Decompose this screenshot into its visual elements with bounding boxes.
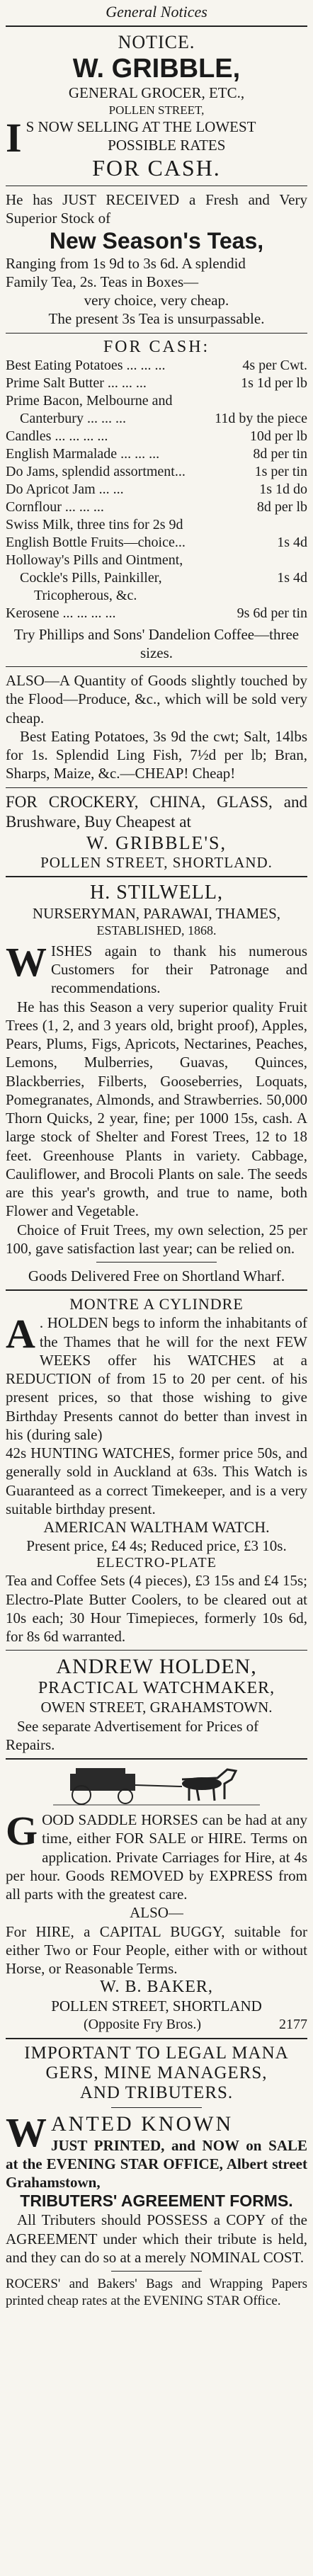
- ad-reference: 2177: [279, 2016, 307, 2032]
- drop-cap: A: [6, 1313, 35, 1357]
- drop-cap: I: [6, 117, 22, 156]
- price-row: [6, 498, 307, 516]
- tributers-advert: [6, 2044, 307, 2310]
- opposite-row: [6, 2016, 307, 2034]
- price-row: [6, 552, 307, 569]
- gribble-advert: [6, 31, 307, 872]
- drop-cap: W: [6, 941, 47, 985]
- also-line: ALSO—: [130, 1904, 183, 1922]
- price-item: Do Apricot Jam ... ...: [6, 481, 124, 497]
- price-row: [6, 569, 307, 587]
- intro-block: [6, 1313, 307, 1444]
- wanted-heading: ANTED KNOWN: [51, 2111, 234, 2136]
- divider: [111, 2107, 202, 2108]
- price-row: [6, 534, 307, 552]
- price-value: 1s 1d do: [259, 481, 307, 497]
- established-line: ESTABLISHED, 1868.: [96, 923, 217, 938]
- price-item: Canterbury ... ... ...: [20, 410, 126, 426]
- holden-advert: [6, 1295, 307, 1754]
- address-line: OWEN STREET, GRAHAMSTOWN.: [40, 1699, 273, 1716]
- price-value: 10d per lb: [249, 428, 307, 444]
- advertiser-name: W. B. BAKER,: [100, 1978, 213, 1997]
- dandelion-text: Try Phillips and Sons' Dandelion Coffee—three sizes.: [13, 625, 300, 661]
- baker-body: OOD SADDLE HORSES can be had at any time, either FOR SALE or HIRE. Terms on application. Private Carriages for Hire, at 4s per hour. Goods REMOVED by EXPRESS from all parts with the greatest care.: [6, 1811, 307, 1903]
- advertiser-name: H. STILWELL,: [90, 882, 223, 904]
- teas-text: The present 3s Tea is unsurpassable.: [48, 310, 265, 328]
- street-line: POLLEN STREET,: [108, 103, 205, 117]
- plate-text: Tea and Coffee Sets (4 pieces), £3 15s and £4 15s; Electro-Plate Butter Coolers, to be cleared out at 10s each; 30 Hour Timepieces, formerly 10s 6d, for 8s 6d warranted.: [6, 1572, 307, 1646]
- crockery-text: FOR CROCKERY, CHINA, GLASS, and Brushware, Buy Cheapest at: [6, 792, 307, 831]
- holden-body: . HOLDEN begs to inform the inhabitants of the Thames that he will for the next FEW WEEKS offer his WATCHES at a REDUCTION of from 15 to 20 per cent. of his present prices, so that those wishing to give Birthday Presents cannot do better than invest in his (during sale): [6, 1314, 307, 1443]
- received-text: He has JUST RECEIVED a Fresh and Very Superior Stock of: [6, 191, 307, 227]
- for-cash-heading-2: FOR CASH:: [103, 337, 210, 356]
- drop-cap: G: [6, 1811, 38, 1854]
- intro-block: [6, 942, 307, 998]
- holden-body: 42s HUNTING WATCHES, former price 50s, and generally sold in Auckland at 63s. This Watch is Guaranteed as a correct Timekeeper, and is a very suitable birthday present.: [6, 1444, 307, 1517]
- new-teas-heading: New Season's Teas,: [49, 227, 264, 253]
- trade-line: GENERAL GROCER, ETC.,: [68, 84, 245, 102]
- teas-text: Family Tea, 2s. Teas in Boxes—: [6, 273, 199, 290]
- price-item: Tricopherous, &c.: [34, 587, 137, 603]
- holden-title: MONTRE A CYLINDRE: [69, 1295, 244, 1313]
- price-item: Holloway's Pills and Ointment,: [6, 552, 183, 568]
- price-value: 9s 6d per tin: [237, 605, 307, 621]
- divider: [6, 666, 307, 667]
- divider: [6, 1650, 307, 1651]
- forms-title: TRIBUTERS' AGREEMENT FORMS.: [20, 2192, 293, 2211]
- horse-carriage-illustration: [6, 1764, 307, 1808]
- teas-text: Ranging from 1s 9d to 3s 6d. A splendid: [6, 254, 246, 272]
- best-text: Best Eating Potatoes, 3s 9d the cwt; Salt, 14lbs for 1s. Splendid Ling Fish, 7½d per lb; Bran, Sharps, Maize, &c.—CHEAP! Cheap!: [6, 727, 307, 782]
- intro-line: POSSIBLE RATES: [108, 137, 226, 154]
- price-list: [6, 357, 307, 622]
- advertiser-name: ANDREW HOLDEN,: [56, 1655, 257, 1679]
- price-line: Present price, £4 4s; Reduced price, £3 10s.: [26, 1537, 287, 1555]
- price-item: Best Eating Potatoes ... ... ...: [6, 357, 166, 373]
- price-row: [6, 587, 307, 605]
- price-item: English Marmalade ... ... ...: [6, 445, 160, 462]
- price-row: [6, 605, 307, 622]
- stilwell-advert: [6, 882, 307, 1285]
- price-row: [6, 428, 307, 445]
- notice-heading: NOTICE.: [118, 32, 195, 52]
- price-item: English Bottle Fruits—choice...: [6, 534, 186, 550]
- gribble-address: POLLEN STREET, SHORTLAND.: [40, 854, 273, 872]
- price-item: Do Jams, splendid assortment...: [6, 463, 186, 479]
- divider: [111, 2271, 202, 2272]
- baker-body: For HIRE, a CAPITAL BUGGY, suitable for either Two or Four People, either with or without Horse, or Reasonable Terms.: [6, 1922, 307, 1978]
- advertiser-name: W. GRIBBLE,: [72, 53, 241, 84]
- intro-block: [6, 118, 307, 155]
- also-text: ALSO—A Quantity of Goods slightly touched by the Flood—Produce, &c., which will be sold very cheap.: [6, 672, 307, 726]
- price-item: Cornflour ... ... ...: [6, 498, 104, 515]
- address-line: POLLEN STREET, SHORTLAND: [51, 1997, 262, 2015]
- tributers-heading: GERS, MINE MANAGERS,: [45, 2063, 268, 2082]
- price-value: 1s 1d per lb: [241, 375, 307, 391]
- horse-carriage-icon: [50, 1764, 263, 1808]
- grocers-text: ROCERS' and Bakers' Bags and Wrapping Papers printed cheap rates at the EVENING STAR Office.: [6, 2276, 307, 2308]
- price-value: 8d per tin: [253, 445, 307, 462]
- price-item: Cockle's Pills, Painkiller,: [20, 569, 162, 586]
- divider: [6, 1758, 307, 1760]
- divider: [6, 2038, 307, 2039]
- price-item: Kerosene ... ... ... ...: [6, 605, 116, 621]
- price-row: [6, 481, 307, 498]
- delivered-text: Goods Delivered Free on Shortland Wharf.: [28, 1267, 285, 1285]
- price-item: Prime Salt Butter ... ... ...: [6, 375, 147, 391]
- tributers-heading: IMPORTANT TO LEGAL MANA: [24, 2043, 289, 2063]
- divider: [6, 1289, 307, 1291]
- intro-block: [6, 2112, 307, 2192]
- see-text: See separate Advertisement for Prices of Repairs.: [6, 1717, 259, 1753]
- price-value: 1s per tin: [254, 463, 307, 479]
- price-item: Swiss Milk, three tins for 2s 9d: [6, 516, 183, 532]
- intro-block: [6, 1811, 307, 1903]
- price-item: Prime Bacon, Melbourne and: [6, 392, 173, 409]
- price-value: 1s 4d: [277, 534, 307, 550]
- price-row: [6, 445, 307, 463]
- opposite-text: (Opposite Fry Bros.): [83, 2016, 202, 2032]
- stilwell-body: He has this Season a very superior quality Fruit Trees (1, 2, and 3 years old, bright proof), Apples, Pears, Plums, Figs, Apricots, Nectarines, Peaches, Lemons, Mulberries, Guavas, Quinces, Blackberries, Filberts, Gooseberries, Loquats, Pomegranates, Almonds, and Strawberries. 50,000 Thorn Quicks, 2 year, fine; per 1000 15s, cash. A large stock of Shelter and Forest Trees, 12 to 18 feet. Greenhouse Plants in variety. Cabbage, Cauliflower, and Brocoli Plants on sale. The seeds are this year's growth, and true to name, both Flower and Vegetable.: [6, 998, 307, 1220]
- price-row: [6, 463, 307, 481]
- teas-text: very choice, very cheap.: [84, 292, 229, 309]
- price-value: 8d per lb: [256, 498, 307, 515]
- plate-heading: ELECTRO-PLATE: [96, 1555, 217, 1571]
- trade-line: PRACTICAL WATCHMAKER,: [38, 1679, 275, 1698]
- price-row: [6, 375, 307, 392]
- intro-line: S NOW SELLING AT THE LOWEST: [25, 118, 256, 135]
- american-heading: AMERICAN WALTHAM WATCH.: [43, 1518, 270, 1537]
- business-line: NURSERYMAN, PARAWAI, THAMES,: [32, 905, 281, 923]
- divider: [6, 333, 307, 334]
- drop-cap: W: [6, 2111, 47, 2155]
- price-value: 1s 4d: [277, 569, 307, 586]
- price-row: [6, 410, 307, 428]
- price-row: [6, 357, 307, 375]
- stilwell-intro: ISHES again to thank his numerous Customers for their Patronage and recommendations.: [51, 942, 307, 997]
- divider: [6, 787, 307, 788]
- gribble-signature: W. GRIBBLE'S,: [86, 833, 227, 854]
- baker-advert: [6, 1764, 307, 2034]
- divider: [96, 1262, 217, 1263]
- tributers-heading: AND TRIBUTERS.: [79, 2082, 234, 2102]
- for-cash-heading: FOR CASH.: [92, 155, 221, 181]
- printed-text: JUST PRINTED, and NOW on SALE at the EVENING STAR OFFICE, Albert street Grahamstown,: [6, 2136, 307, 2192]
- divider: [6, 876, 307, 877]
- price-row: [6, 516, 307, 534]
- price-item: Candles ... ... ... ...: [6, 428, 108, 444]
- forms-text: All Tributers should POSSESS a COPY of the AGREEMENT under which their tribute is held, and they can do so at a merely NOMINAL COST.: [6, 2211, 307, 2266]
- stilwell-body: Choice of Fruit Trees, my own selection, 25 per 100, gave satisfaction last year; can be relied on.: [6, 1221, 307, 1257]
- price-value: 4s per Cwt.: [242, 357, 307, 373]
- page-header: General Notices: [106, 3, 207, 21]
- price-row: [6, 392, 307, 410]
- divider: [6, 25, 307, 27]
- price-value: 11d by the piece: [215, 410, 307, 426]
